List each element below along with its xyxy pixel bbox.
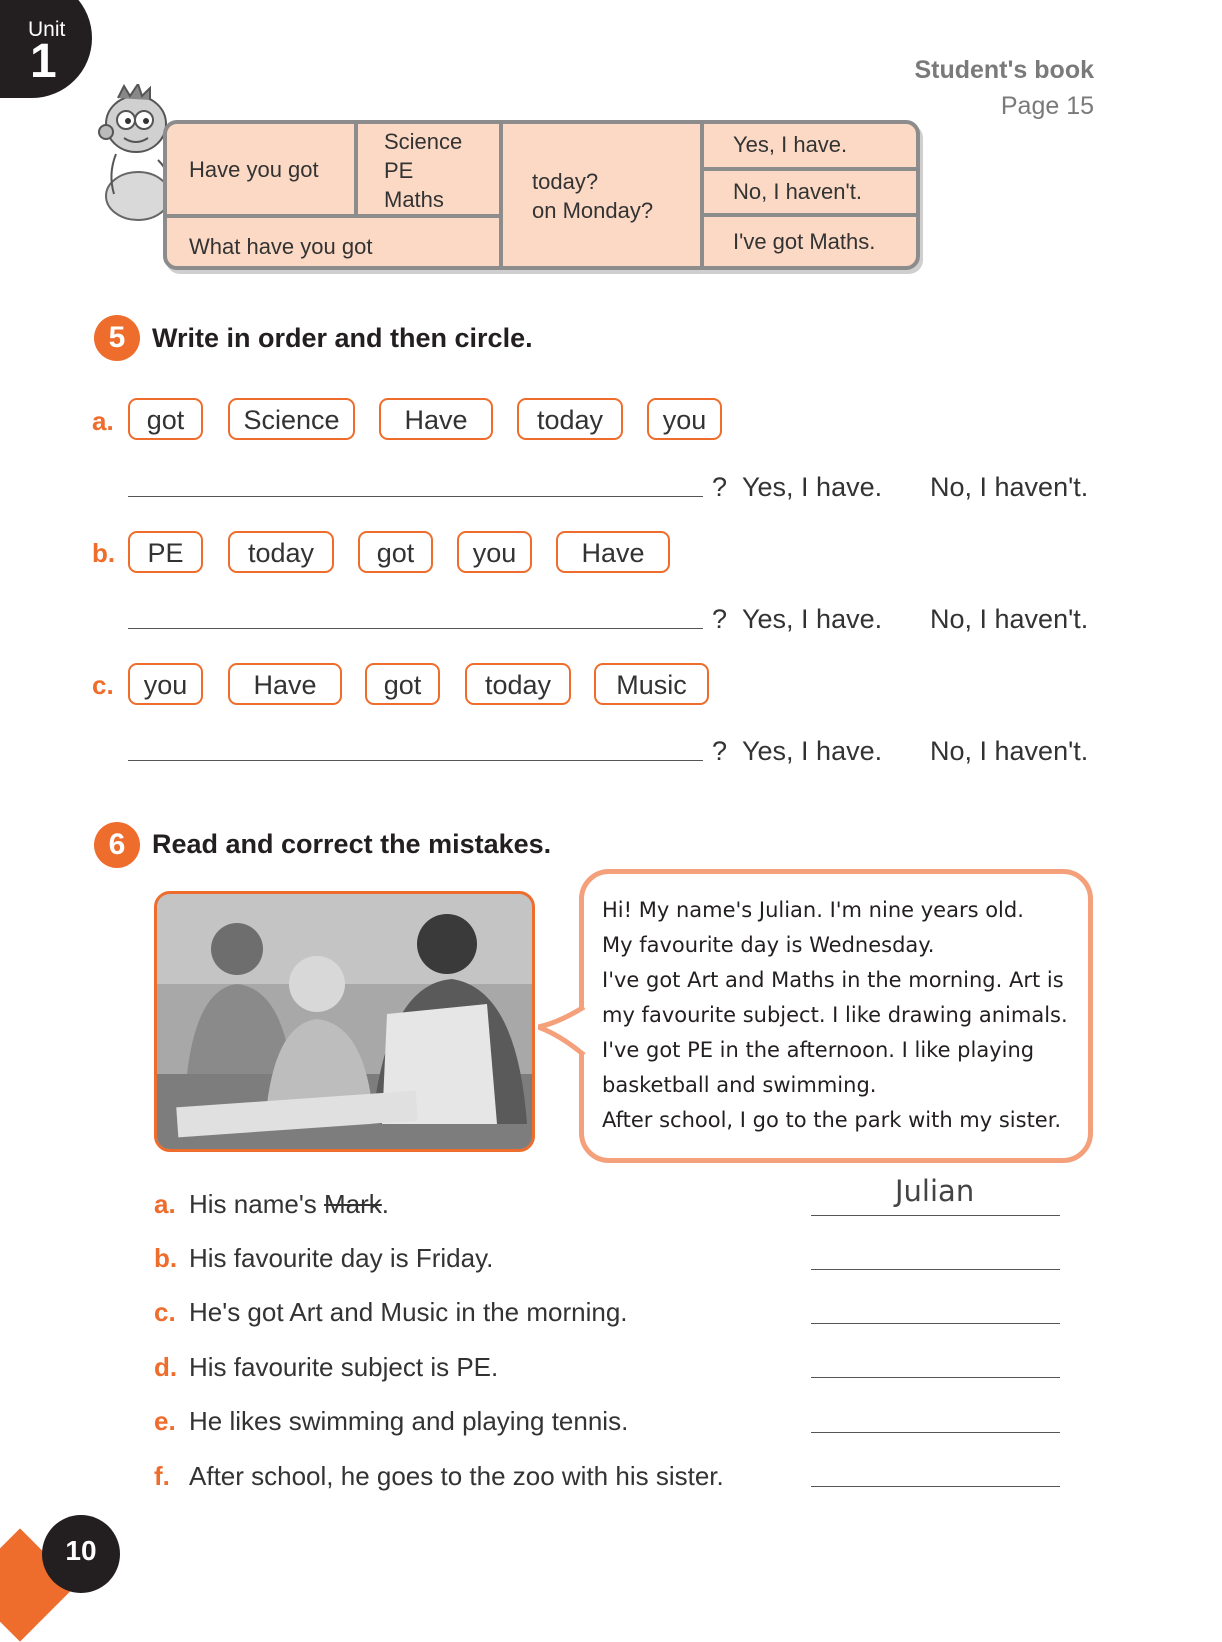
no-option[interactable]: No, I haven't. — [930, 472, 1089, 502]
word-box: Have — [556, 531, 670, 573]
bubble-text-line: Hi! My name's Julian. I'm nine years old. — [602, 898, 1024, 922]
word-box: Have — [379, 398, 493, 440]
table-subject: Science — [384, 129, 463, 154]
word-box: today — [228, 531, 334, 573]
statement-text: His favourite subject is PE. — [189, 1352, 499, 1382]
item-letter: c. — [92, 670, 114, 700]
unit-label: Unit — [28, 18, 66, 41]
question-mark: ? — [712, 472, 728, 502]
word-box: got — [128, 398, 203, 440]
bubble-text-line: After school, I go to the park with my sister. — [602, 1108, 1062, 1132]
table-question-2: What have you got — [189, 234, 373, 259]
no-option[interactable]: No, I haven't. — [930, 604, 1089, 634]
statement-letter: b. — [154, 1243, 178, 1273]
statement-letter: c. — [154, 1297, 176, 1327]
statement-text: His name's Mark. — [189, 1189, 390, 1219]
word-box: Music — [594, 663, 709, 705]
bubble-text-line: I've got PE in the afternoon. I like playing — [602, 1038, 1035, 1062]
statement-text: His favourite day is Friday. — [189, 1243, 494, 1273]
table-time: on Monday? — [532, 198, 654, 223]
bubble-text-line: My favourite day is Wednesday. — [602, 933, 935, 957]
table-divider — [499, 123, 503, 267]
table-divider — [702, 213, 916, 217]
table-question-1: Have you got — [189, 157, 319, 182]
statement-letter: e. — [154, 1406, 176, 1436]
struck-word: Mark — [324, 1189, 382, 1219]
exercise-title: Read and correct the mistakes. — [152, 829, 552, 859]
question-mark: ? — [712, 736, 728, 766]
book-title: Student's book — [914, 56, 1094, 84]
table-divider — [702, 167, 916, 171]
yes-option[interactable]: Yes, I have. — [742, 736, 883, 766]
statement-letter: d. — [154, 1352, 178, 1382]
bubble-text-line: my favourite subject. I like drawing animals. — [602, 1003, 1068, 1027]
word-box: today — [517, 398, 623, 440]
answer-line[interactable] — [811, 1323, 1060, 1324]
item-letter: b. — [92, 538, 116, 568]
word-box: today — [465, 663, 571, 705]
table-time: today? — [532, 169, 599, 194]
classroom-photo — [154, 891, 535, 1152]
table-subject: Maths — [384, 187, 444, 212]
word-box: you — [457, 531, 532, 573]
table-divider — [700, 123, 704, 267]
exercise-title: Write in order and then circle. — [152, 323, 533, 353]
unit-number: 1 — [30, 35, 57, 88]
question-mark: ? — [712, 604, 728, 634]
statement-text: He likes swimming and playing tennis. — [189, 1406, 629, 1436]
word-box: Science — [228, 398, 355, 440]
bubble-text-line: basketball and swimming. — [602, 1073, 877, 1097]
word-box: got — [365, 663, 440, 705]
answer-line[interactable] — [811, 1215, 1060, 1216]
handwritten-answer: Julian — [895, 1174, 975, 1208]
answer-line[interactable] — [811, 1269, 1060, 1270]
table-divider — [354, 123, 358, 218]
table-divider — [166, 214, 501, 218]
word-box: Have — [228, 663, 342, 705]
word-box: you — [647, 398, 722, 440]
answer-line[interactable] — [128, 760, 703, 761]
table-subject: PE — [384, 158, 414, 183]
exercise-number: 5 — [94, 315, 140, 361]
yes-option[interactable]: Yes, I have. — [742, 472, 883, 502]
table-answer: No, I haven't. — [733, 179, 862, 204]
answer-line[interactable] — [811, 1486, 1060, 1487]
statement-text: After school, he goes to the zoo with his sister. — [189, 1461, 724, 1491]
statement-text: He's got Art and Music in the morning. — [189, 1297, 628, 1327]
answer-line[interactable] — [811, 1432, 1060, 1433]
book-page: Page 15 — [1000, 92, 1094, 120]
answer-line[interactable] — [128, 628, 703, 629]
word-box: PE — [128, 531, 203, 573]
statement-letter: f. — [154, 1461, 170, 1491]
table-answer: Yes, I have. — [733, 132, 848, 157]
bubble-text-line: I've got Art and Maths in the morning. Art is — [602, 968, 1064, 992]
table-answer: I've got Maths. — [733, 229, 876, 254]
exercise-number: 6 — [94, 822, 140, 868]
answer-line[interactable] — [128, 496, 703, 497]
speech-bubble-tail — [538, 1005, 586, 1057]
page-number: 10 — [65, 1535, 97, 1566]
yes-option[interactable]: Yes, I have. — [742, 604, 883, 634]
word-box: got — [358, 531, 433, 573]
statement-letter: a. — [154, 1189, 176, 1219]
item-letter: a. — [92, 406, 114, 436]
word-box: you — [128, 663, 203, 705]
no-option[interactable]: No, I haven't. — [930, 736, 1089, 766]
answer-line[interactable] — [811, 1377, 1060, 1378]
